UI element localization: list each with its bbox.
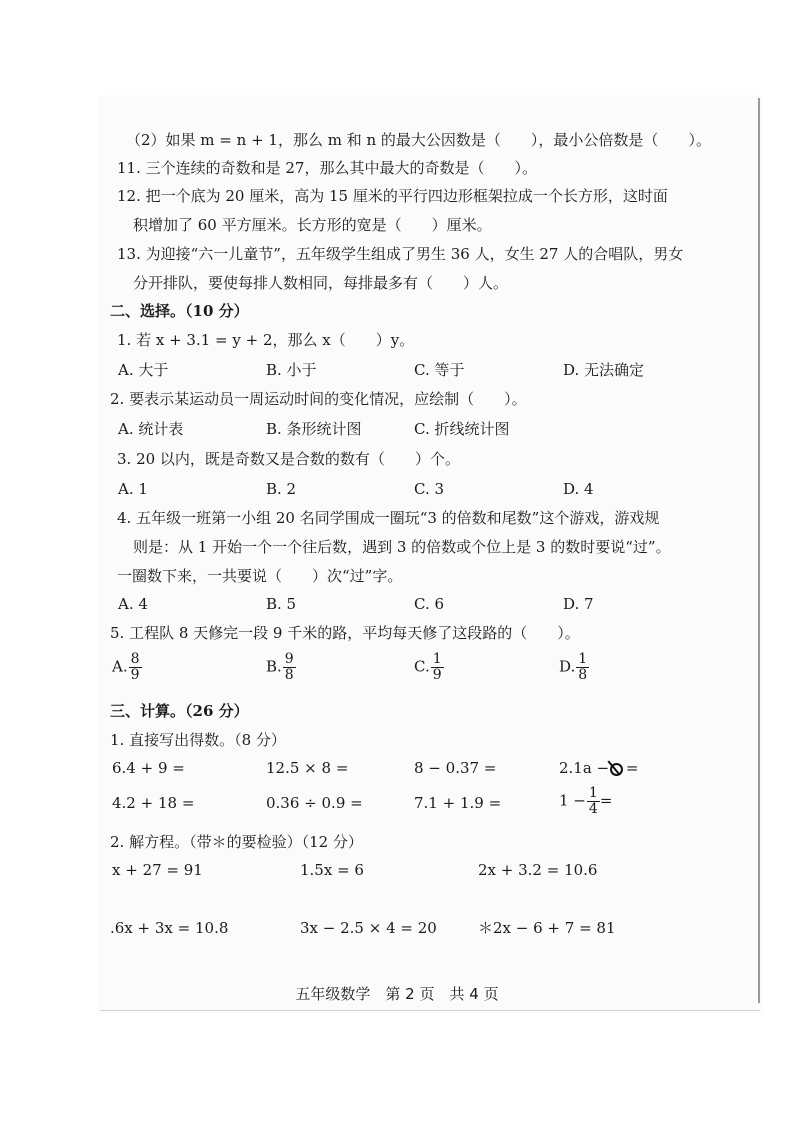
mc3-option-b[interactable]: B. 2 <box>266 480 297 498</box>
fraction-numerator: 9 <box>284 651 294 667</box>
fraction-denominator: 8 <box>284 667 294 683</box>
question-10-2 <box>126 130 711 150</box>
mental-math-4 <box>559 758 638 778</box>
option-label: C. <box>414 657 430 676</box>
option-label: A. <box>112 657 128 676</box>
expression-text: 2.1a − <box>559 759 610 777</box>
expression-text: = <box>621 759 639 777</box>
mc5-option-c[interactable] <box>414 652 444 683</box>
question-text: ）。 <box>688 131 711 149</box>
option-label: D. <box>559 657 576 676</box>
fraction-numerator: 1 <box>588 785 598 801</box>
fraction-denominator: 4 <box>588 801 598 817</box>
equation-4: .6x + 3x = 10.8 <box>110 919 229 937</box>
mc-question-4-line3 <box>117 566 402 586</box>
calc-part-1-title: 1. 直接写出得数。（8 分） <box>110 731 286 749</box>
page-edge-bottom <box>100 1010 760 1011</box>
equation-3: 2x + 3.2 = 10.6 <box>478 861 598 879</box>
mc2-option-b[interactable]: B. 条形统计图 <box>266 420 362 438</box>
mc3-option-a[interactable]: A. 1 <box>118 480 148 498</box>
question-text: 5. 工程队 8 天修完一段 9 千米的路，平均每天修了这段路的（ <box>110 624 528 642</box>
question-text: ）。 <box>557 624 580 642</box>
question-text: 一圈数下来，一共要说（ <box>117 567 283 585</box>
fraction-numerator: 1 <box>578 651 588 667</box>
equation-6: ＊2x − 6 + 7 = 81 <box>478 919 616 937</box>
mc2-option-a[interactable]: A. 统计表 <box>118 420 184 438</box>
mental-math-2: 12.5 × 8 = <box>266 759 349 777</box>
option-label: B. <box>266 657 282 676</box>
question-text: （2）如果 m = n + 1，那么 m 和 n 的最大公因数是（ <box>126 131 501 149</box>
expression-text: = <box>599 791 613 810</box>
mental-math-5: 4.2 + 18 = <box>112 794 195 812</box>
fraction <box>576 652 589 683</box>
question-text: ）y。 <box>375 331 415 349</box>
mc4-option-c[interactable]: C. 6 <box>414 595 445 613</box>
crossed-out-mark-icon <box>609 761 621 775</box>
mc-question-3 <box>117 449 460 469</box>
expression-text: 1 − <box>559 791 586 810</box>
question-text: 11. 三个连续的奇数和是 27，那么其中最大的奇数是（ <box>117 159 485 177</box>
mc4-option-b[interactable]: B. 5 <box>266 595 297 613</box>
question-text: 积增加了 60 平方厘米。长方形的宽是（ <box>133 216 402 234</box>
fraction <box>431 652 444 683</box>
mc1-option-c[interactable]: C. 等于 <box>414 361 465 379</box>
question-text: 2. 要表示某运动员一周运动时间的变化情况，应绘制（ <box>110 390 475 408</box>
mc-question-1 <box>117 330 414 350</box>
mc1-option-a[interactable]: A. 大于 <box>118 361 169 379</box>
mc-question-4-line1: 4. 五年级一班第一小组 20 名同学围成一圈玩“3 的倍数和尾数”这个游戏，游戏规 <box>117 509 660 527</box>
equation-5: 3x − 2.5 × 4 = 20 <box>300 919 437 937</box>
mental-math-1: 6.4 + 9 = <box>112 759 185 777</box>
question-text: ）。 <box>514 159 537 177</box>
question-13-line1: 13. 为迎接“六一儿童节”，五年级学生组成了男生 36 人，女生 27 人的合唱队，男女 <box>117 245 684 263</box>
mental-math-3: 8 − 0.37 = <box>414 759 497 777</box>
mc5-option-d[interactable] <box>559 652 589 683</box>
equation-2: 1.5x = 6 <box>300 861 364 879</box>
fraction-numerator: 8 <box>130 651 140 667</box>
mc5-option-a[interactable] <box>112 652 142 683</box>
mc-question-5 <box>110 623 580 643</box>
question-text: ），最小公倍数是（ <box>530 131 659 149</box>
mc4-option-a[interactable]: A. 4 <box>118 595 148 613</box>
mc2-option-c[interactable]: C. 折线统计图 <box>414 420 510 438</box>
question-text: ）个。 <box>414 450 460 468</box>
page-edge-right <box>758 98 760 1003</box>
mc3-option-c[interactable]: C. 3 <box>414 480 445 498</box>
mc1-option-b[interactable]: B. 小于 <box>266 361 317 379</box>
question-text: 1. 若 x + 3.1 = y + 2，那么 x（ <box>117 331 346 349</box>
fraction-numerator: 1 <box>432 651 442 667</box>
question-12-line1: 12. 把一个底为 20 厘米，高为 15 厘米的平行四边形框架拉成一个长方形，这时面 <box>117 187 668 205</box>
fraction-denominator: 9 <box>130 667 140 683</box>
mc-question-4-line2: 则是：从 1 开始一个一个往后数，遇到 3 的倍数或个位上是 3 的数时要说“过”。 <box>133 538 671 556</box>
mental-math-8 <box>559 786 612 817</box>
mc3-option-d[interactable]: D. 4 <box>563 480 594 498</box>
fraction <box>129 652 142 683</box>
fraction <box>587 786 600 817</box>
fraction-denominator: 8 <box>578 667 588 683</box>
question-text: ）人。 <box>463 274 509 292</box>
mental-math-6: 0.36 ÷ 0.9 = <box>266 794 363 812</box>
mc-question-2 <box>110 389 527 409</box>
mc4-option-d[interactable]: D. 7 <box>563 595 594 613</box>
mental-math-7: 7.1 + 1.9 = <box>414 794 502 812</box>
calc-part-2-title: 2. 解方程。（带＊的要检验）（12 分） <box>110 833 363 851</box>
equation-1: x + 27 = 91 <box>112 861 203 879</box>
question-11 <box>117 158 537 178</box>
fraction <box>283 652 296 683</box>
page-footer: 五年级数学 第 2 页 共 4 页 <box>295 985 499 1003</box>
question-text: 分开排队，要使每排人数相同，每排最多有（ <box>133 274 434 292</box>
mc5-option-b[interactable] <box>266 652 296 683</box>
section-3-title: 三、计算。（26 分） <box>110 702 249 720</box>
fraction-denominator: 9 <box>432 667 442 683</box>
question-13-line2 <box>133 273 508 293</box>
section-2-title: 二、选择。（10 分） <box>110 302 249 320</box>
question-text: 3. 20 以内，既是奇数又是合数的数有（ <box>117 450 385 468</box>
question-text: ）厘米。 <box>431 216 492 234</box>
question-12-line2 <box>133 215 492 235</box>
question-text: ）。 <box>504 390 527 408</box>
question-text: ）次“过”字。 <box>312 567 403 585</box>
mc1-option-d[interactable]: D. 无法确定 <box>563 361 645 379</box>
